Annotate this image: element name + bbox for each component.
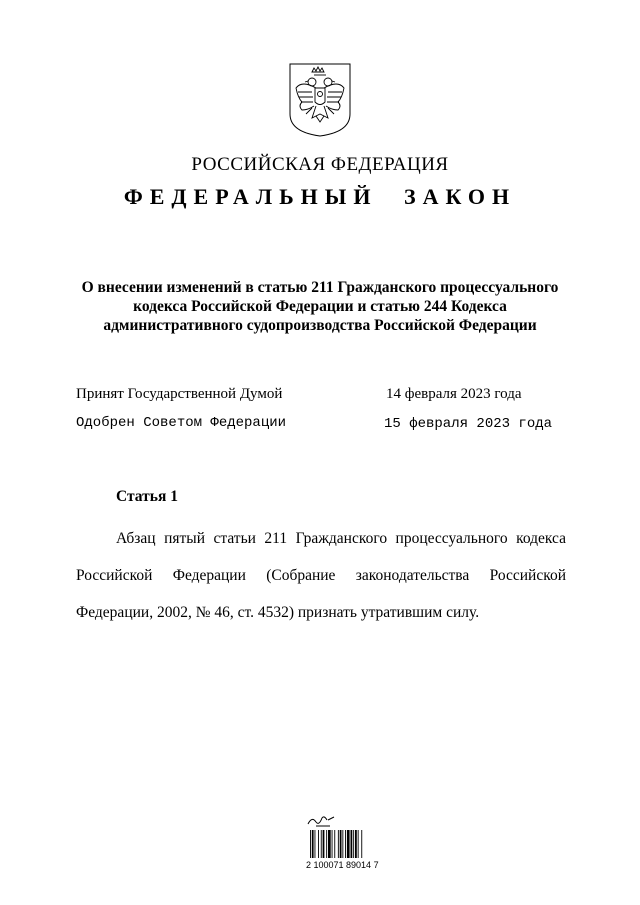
- coat-of-arms-icon: [288, 62, 352, 138]
- article-text-line: Федерации, 2002, № 46, ст. 4532) признать утратившим силу.: [76, 604, 480, 621]
- council-approval-date: 15 февраля 2023 года: [384, 416, 553, 432]
- article-heading: Статья 1: [116, 488, 178, 505]
- document-type: ФЕДЕРАЛЬНЫЙ ЗАКОН: [123, 184, 517, 209]
- law-title-line: кодекса Российской Федерации и статью 244 Кодекса: [133, 298, 507, 315]
- article-text: [76, 520, 566, 631]
- article-text-line: Российской Федерации (Собрание законодательства Российской: [76, 567, 566, 584]
- barcode: [306, 814, 390, 872]
- law-title: [60, 278, 580, 335]
- country-name: РОССИЙСКАЯ ФЕДЕРАЦИЯ: [191, 154, 449, 175]
- barcode-number: 2 100071 89014 7: [306, 860, 379, 870]
- duma-adoption-label: Принят Государственной Думой: [76, 386, 283, 402]
- barcode-bars: [310, 830, 388, 858]
- law-title-line: административного судопроизводства Российской Федерации: [103, 317, 537, 334]
- handwritten-mark-icon: [306, 814, 340, 828]
- duma-adoption-date: 14 февраля 2023 года: [386, 386, 522, 402]
- council-approval-label: Одобрен Советом Федерации: [76, 415, 287, 431]
- article-text-line: Абзац пятый статьи 211 Гражданского процессуального кодекса: [116, 530, 566, 547]
- law-title-line: О внесении изменений в статью 211 Гражданского процессуального: [81, 279, 559, 296]
